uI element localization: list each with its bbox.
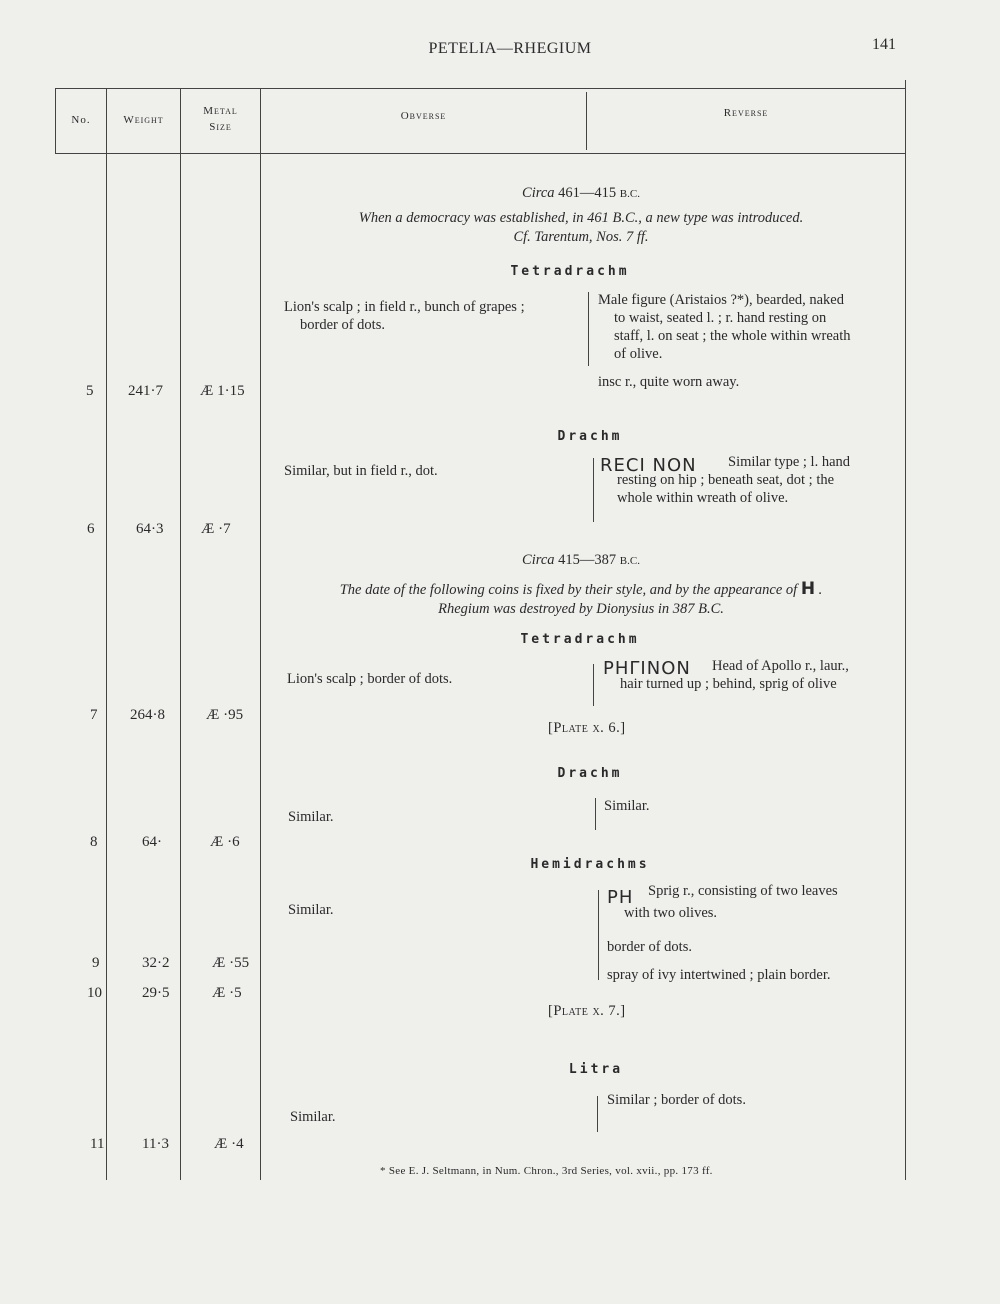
coin-7-no: 7 [90, 707, 98, 723]
coin-10-no: 10 [87, 985, 102, 1001]
coin-5-metal-size: Æ 1·15 [200, 383, 245, 399]
section2-note-1: The date of the following coins is fixed by their style, and by the appearance of H . [339, 579, 823, 599]
coin-7-reverse-2: hair turned up ; behind, sprig of olive [620, 676, 837, 692]
coin-8-metal-size: Æ ·6 [210, 834, 240, 850]
header-metal: Metal [203, 105, 238, 117]
footnote: * See E. J. Seltmann, in Num. Chron., 3rd Series, vol. xvii., pp. 173 ff. [380, 1165, 713, 1177]
coin-9-obverse-1: Similar. [288, 902, 334, 918]
coin-11-no: 11 [90, 1136, 105, 1152]
denomination-hemidrachms: Hemidrachms [530, 857, 650, 872]
header-size: Size [209, 121, 232, 133]
coin-8-weight: 64· [142, 834, 162, 850]
coin-11-obverse-1: Similar. [290, 1109, 336, 1125]
coin-7-weight: 264·8 [130, 707, 165, 723]
coin-5-reverse-5: insc r., quite worn away. [598, 374, 740, 390]
coin-5-weight: 241·7 [128, 383, 163, 399]
section1-note-2: Cf. Tarentum, Nos. 7 ff. [513, 229, 649, 245]
coin-9-no: 9 [92, 955, 100, 971]
coin-7-plate: [Plate x. 6.] [548, 720, 626, 736]
coin-5-reverse-3: staff, l. on seat ; the whole within wreath [614, 328, 851, 344]
denomination-drachm-2: Drachm [557, 766, 623, 781]
coin-5-reverse-2: to waist, seated l. ; r. hand resting on [614, 310, 827, 326]
coin-11-metal-size: Æ ·4 [214, 1136, 244, 1152]
header-no: No. [71, 114, 91, 126]
coin-10-plate: [Plate x. 7.] [548, 1003, 626, 1019]
coin-7-metal-size: Æ ·95 [206, 707, 244, 723]
coin-5-reverse-4: of olive. [614, 346, 663, 362]
coin-8-no: 8 [90, 834, 98, 850]
header-obverse: Obverse [400, 110, 447, 122]
denomination-tetradrachm: Tetradrachm [510, 264, 630, 279]
coin-6-no: 6 [87, 521, 95, 537]
coin-10-reverse-1: spray of ivy intertwined ; plain border. [607, 967, 831, 983]
running-title: PETELIA—RHEGIUM [428, 40, 592, 57]
coin-9-reverse-2: with two olives. [624, 905, 718, 921]
coin-5-obverse-1: Lion's scalp ; in field r., bunch of grapes ; [284, 299, 525, 315]
coin-7-obverse-1: Lion's scalp ; border of dots. [287, 671, 453, 687]
coin-5-no: 5 [86, 383, 94, 399]
coin-6-reverse-2: resting on hip ; beneath seat, dot ; the [617, 472, 835, 488]
section1-period: Circa 461—415 B.C. [522, 185, 640, 201]
header-weight: Weight [123, 114, 164, 126]
page-number: 141 [872, 36, 896, 53]
section2-period: Circa 415—387 B.C. [522, 552, 640, 568]
denomination-litra: Litra [568, 1062, 624, 1077]
coin-9-reverse-1: Sprig r., consisting of two leaves [648, 883, 838, 899]
coin-9-metal-size: Æ ·55 [212, 955, 250, 971]
coin-8-reverse-1: Similar. [604, 798, 650, 814]
coin-11-weight: 11·3 [142, 1136, 169, 1152]
coin-9-reverse-3: border of dots. [607, 939, 692, 955]
coin-6-weight: 64·3 [136, 521, 164, 537]
section1-note-1: When a democracy was established, in 461 B.C., a new type was introduced. [358, 210, 804, 226]
coin-8-obverse-1: Similar. [288, 809, 334, 825]
coin-6-metal-size: Æ ·7 [201, 521, 231, 537]
coin-9-reverse-inscription: PH [607, 887, 634, 908]
coin-7-reverse-1: Head of Apollo r., laur., [712, 658, 849, 674]
coin-6-obverse-1: Similar, but in field r., dot. [284, 463, 438, 479]
coin-11-reverse-1: Similar ; border of dots. [607, 1092, 746, 1108]
coin-10-weight: 29·5 [142, 985, 170, 1001]
coin-6-reverse-1: Similar type ; l. hand [728, 454, 851, 470]
denomination-tetradrachm-2: Tetradrachm [520, 632, 640, 647]
coin-6-reverse-inscription: RECI NON [600, 455, 697, 476]
denomination-drachm: Drachm [557, 429, 623, 444]
coin-7-reverse-inscription: PHΓINON [603, 658, 691, 679]
coin-5-obverse-2: border of dots. [300, 317, 385, 333]
coin-6-reverse-3: whole within wreath of olive. [617, 490, 789, 506]
coin-10-metal-size: Æ ·5 [212, 985, 242, 1001]
section2-note-2: Rhegium was destroyed by Dionysius in 387 B.C. [438, 601, 724, 617]
header-reverse: Reverse [723, 107, 769, 119]
coin-9-weight: 32·2 [142, 955, 170, 971]
coin-5-reverse-1: Male figure (Aristaios ?*), bearded, naked [598, 292, 844, 308]
